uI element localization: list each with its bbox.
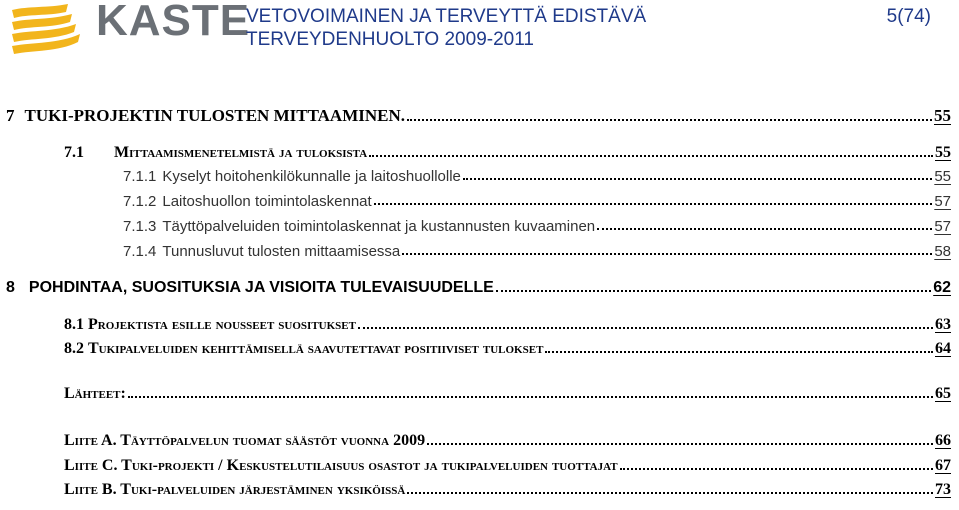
- toc-page: 55: [934, 106, 951, 125]
- toc-leader: [402, 253, 932, 255]
- toc-leader: [407, 492, 933, 494]
- toc-page: 62: [933, 279, 951, 296]
- kaste-logo-mark-icon: [8, 2, 88, 62]
- toc-text: Laitoshuollon toimintolaskennat: [162, 193, 372, 210]
- toc-leader: [128, 396, 933, 398]
- toc-leader: [597, 228, 932, 230]
- toc-number: 7.1: [64, 144, 84, 161]
- toc-text: Mittaamismenetelmistä ja tuloksista: [114, 144, 368, 161]
- toc-entry-7-1-2[interactable]: [123, 193, 951, 210]
- toc-text: Liite B. Tuki-palveluiden järjestäminen yksiköissä: [64, 481, 406, 498]
- page-number: 5(74): [886, 6, 931, 27]
- toc-number: 7.1.1: [123, 168, 157, 185]
- toc-number: 7: [6, 106, 15, 125]
- toc-page: 55: [935, 144, 951, 161]
- toc-text: Kyselyt hoitohenkilökunnalle ja laitoshuollolle: [162, 168, 461, 185]
- toc-leader: [358, 327, 933, 329]
- toc-entry-8-1[interactable]: [64, 316, 951, 334]
- toc-page: 57: [934, 193, 951, 210]
- toc-page: 57: [934, 218, 951, 235]
- toc-leader: [427, 443, 933, 445]
- toc-entry-7-1-3[interactable]: [123, 218, 951, 235]
- toc-entry-7[interactable]: [6, 106, 951, 126]
- page-header: [0, 0, 959, 70]
- toc-text: Tukipalveluiden kehittämisellä saavutettavat positiiviset tulokset: [88, 340, 544, 357]
- toc-leader: [369, 155, 933, 157]
- toc-leader: [620, 468, 933, 470]
- toc-entry-8-2[interactable]: [64, 340, 951, 358]
- logo-text: KASTE: [96, 0, 251, 45]
- toc-leader: [374, 203, 933, 205]
- toc-page: 73: [935, 481, 951, 498]
- toc-number: 8.1: [64, 316, 84, 333]
- toc-text: Tunnusluvut tulosten mittaamisessa: [162, 243, 401, 260]
- toc-text: Lähteet:: [64, 385, 126, 402]
- toc-page: 55: [934, 168, 951, 185]
- toc-entry-7-1-4[interactable]: [123, 243, 951, 260]
- toc-page: 64: [935, 340, 951, 357]
- toc-page: 63: [935, 316, 951, 333]
- toc-page: 66: [935, 432, 951, 449]
- toc-number: 7.1.4: [123, 243, 157, 260]
- toc-text: TUKI-PROJEKTIN TULOSTEN MITTAAMINEN.: [24, 106, 406, 125]
- header-title-line2: TERVEYDENHUOLTO 2009-2011: [246, 29, 534, 50]
- toc-text: Liite C. Tuki-projekti / Keskustelutilaisuus osastot ja tukipalveluiden tuottajat: [64, 457, 618, 474]
- toc-number: 7.1.3: [123, 218, 157, 235]
- toc-entry-7-1-1[interactable]: [123, 168, 951, 185]
- kaste-logo: [8, 0, 251, 62]
- toc-page: 58: [934, 243, 951, 260]
- toc-number: 7.1.2: [123, 193, 157, 210]
- toc-entry-liite-a[interactable]: [64, 432, 951, 450]
- toc-leader: [545, 351, 933, 353]
- toc-leader: [463, 178, 932, 180]
- toc-entry-liite-c[interactable]: [64, 457, 951, 475]
- toc-page: 67: [935, 457, 951, 474]
- toc-entry-liite-b[interactable]: [64, 481, 951, 499]
- toc-entry-lahteet[interactable]: [64, 385, 951, 403]
- header-title-line1: VETOVOIMAINEN JA TERVEYTTÄ EDISTÄVÄ: [246, 6, 647, 27]
- toc-page: 65: [935, 385, 951, 402]
- toc-leader: [407, 119, 932, 121]
- toc-entry-8[interactable]: [6, 279, 951, 297]
- toc-text: Projektista esille nousseet suositukset: [88, 316, 356, 333]
- toc-number: 8.2: [64, 340, 84, 357]
- toc-leader: [496, 290, 931, 292]
- toc-text: Liite A. Täyttöpalvelun tuomat säästöt vuonna 2009: [64, 432, 426, 449]
- toc-text: POHDINTAA, SUOSITUKSIA JA VISIOITA TULEVAISUUDELLE: [28, 279, 494, 296]
- toc-text: Täyttöpalveluiden toimintolaskennat ja kustannusten kuvaaminen: [162, 218, 596, 235]
- toc-entry-7-1[interactable]: [64, 144, 951, 162]
- toc-number: 8: [6, 279, 15, 296]
